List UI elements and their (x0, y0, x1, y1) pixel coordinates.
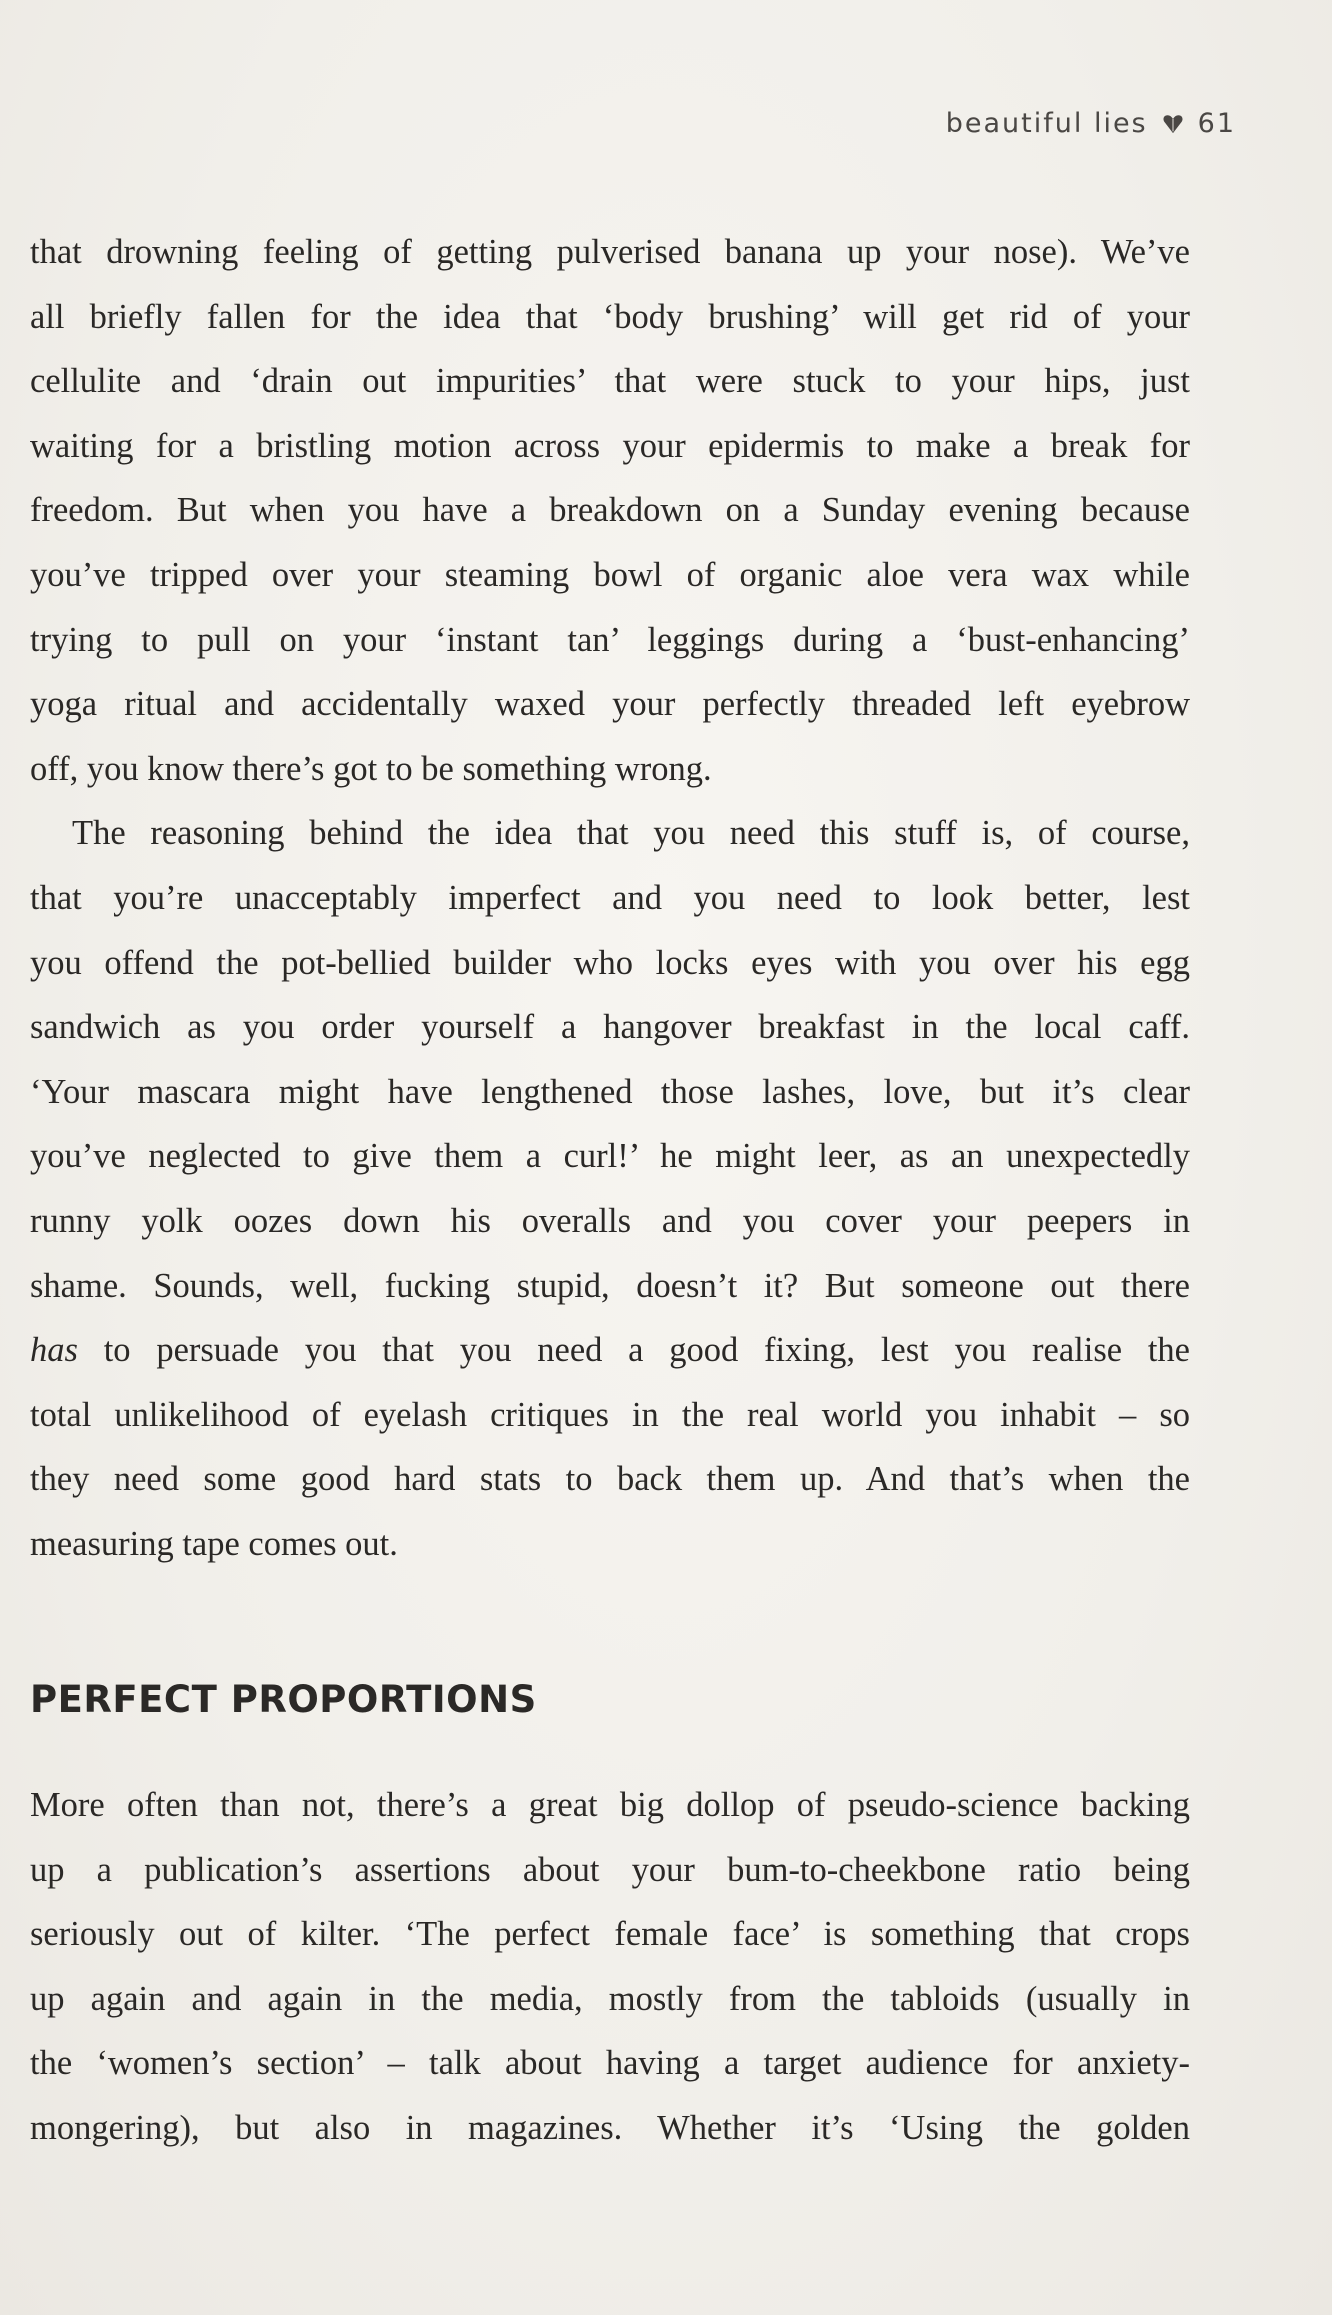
page-number: 61 (1197, 108, 1236, 139)
text-line: shame. Sounds, well, fucking stupid, doesn’t it? But someone out there (30, 1266, 1190, 1305)
text-line: cellulite and ‘drain out impurities’ that were stuck to your hips, just (30, 362, 1190, 401)
text-line: up a publication’s assertions about your bum-to-cheekbone ratio being (30, 1850, 1190, 1889)
text-line: they need some good hard stats to back them up. And that’s when the (30, 1460, 1190, 1499)
text-line: that you’re unacceptably imperfect and you need to look better, lest (30, 878, 1190, 917)
running-head (946, 108, 1236, 139)
text-line: waiting for a bristling motion across your epidermis to make a break for (30, 426, 1190, 465)
text-line: the ‘women’s section’ – talk about having a target audience for anxiety- (30, 2044, 1190, 2083)
text-line: you offend the pot-bellied builder who locks eyes with you over his egg (30, 943, 1190, 982)
text-line: freedom. But when you have a breakdown on a Sunday evening because (30, 491, 1190, 530)
body-text-bottom (30, 1773, 1190, 2161)
text-line: yoga ritual and accidentally waxed your perfectly threaded left eyebrow (30, 685, 1190, 724)
italic-line-rest: to persuade you that you need a good fixing, lest you realise the (77, 1331, 1190, 1370)
text-line: ‘Your mascara might have lengthened those lashes, love, but it’s clear (30, 1072, 1190, 1111)
text-line: that drowning feeling of getting pulverised banana up your nose). We’ve (30, 233, 1190, 271)
text-line: More often than not, there’s a great big dollop of pseudo-science backing (30, 1786, 1190, 1824)
running-title: beautiful lies (945, 108, 1148, 139)
text-line: you’ve tripped over your steaming bowl of organic aloe vera wax while (30, 555, 1190, 594)
text-line: up again and again in the media, mostly from the tabloids (usually in (30, 1979, 1190, 2018)
text-line: off, you know there’s got to be something wrong. (30, 749, 712, 788)
paragraph-start-line: The reasoning behind the idea that you need this stuff is, of course, (72, 814, 1190, 853)
text-line: you’ve neglected to give them a curl!’ he might leer, as an unexpectedly (30, 1137, 1190, 1176)
text-line: trying to pull on your ‘instant tan’ leggings during a ‘bust-enhancing’ (30, 620, 1190, 659)
text-line: measuring tape comes out. (30, 1524, 398, 1563)
text-line: mongering), but also in magazines. Whether it’s ‘Using the golden (30, 2108, 1190, 2147)
body-text-top (30, 220, 1190, 1576)
italic-word: has (30, 1331, 78, 1370)
text-line: seriously out of kilter. ‘The perfect female face’ is something that crops (30, 1915, 1190, 1954)
text-line: all briefly fallen for the idea that ‘body brushing’ will get rid of your (30, 297, 1190, 336)
text-line-italic (30, 1318, 1190, 1383)
text-line: runny yolk oozes down his overalls and you cover your peepers in (30, 1201, 1190, 1240)
text-line: sandwich as you order yourself a hangover breakfast in the local caff. (30, 1008, 1190, 1047)
heart-icon (1162, 113, 1184, 135)
text-line: total unlikelihood of eyelash critiques in the real world you inhabit – so (30, 1395, 1190, 1434)
section-heading: PERFECT PROPORTIONS (30, 1678, 537, 1721)
